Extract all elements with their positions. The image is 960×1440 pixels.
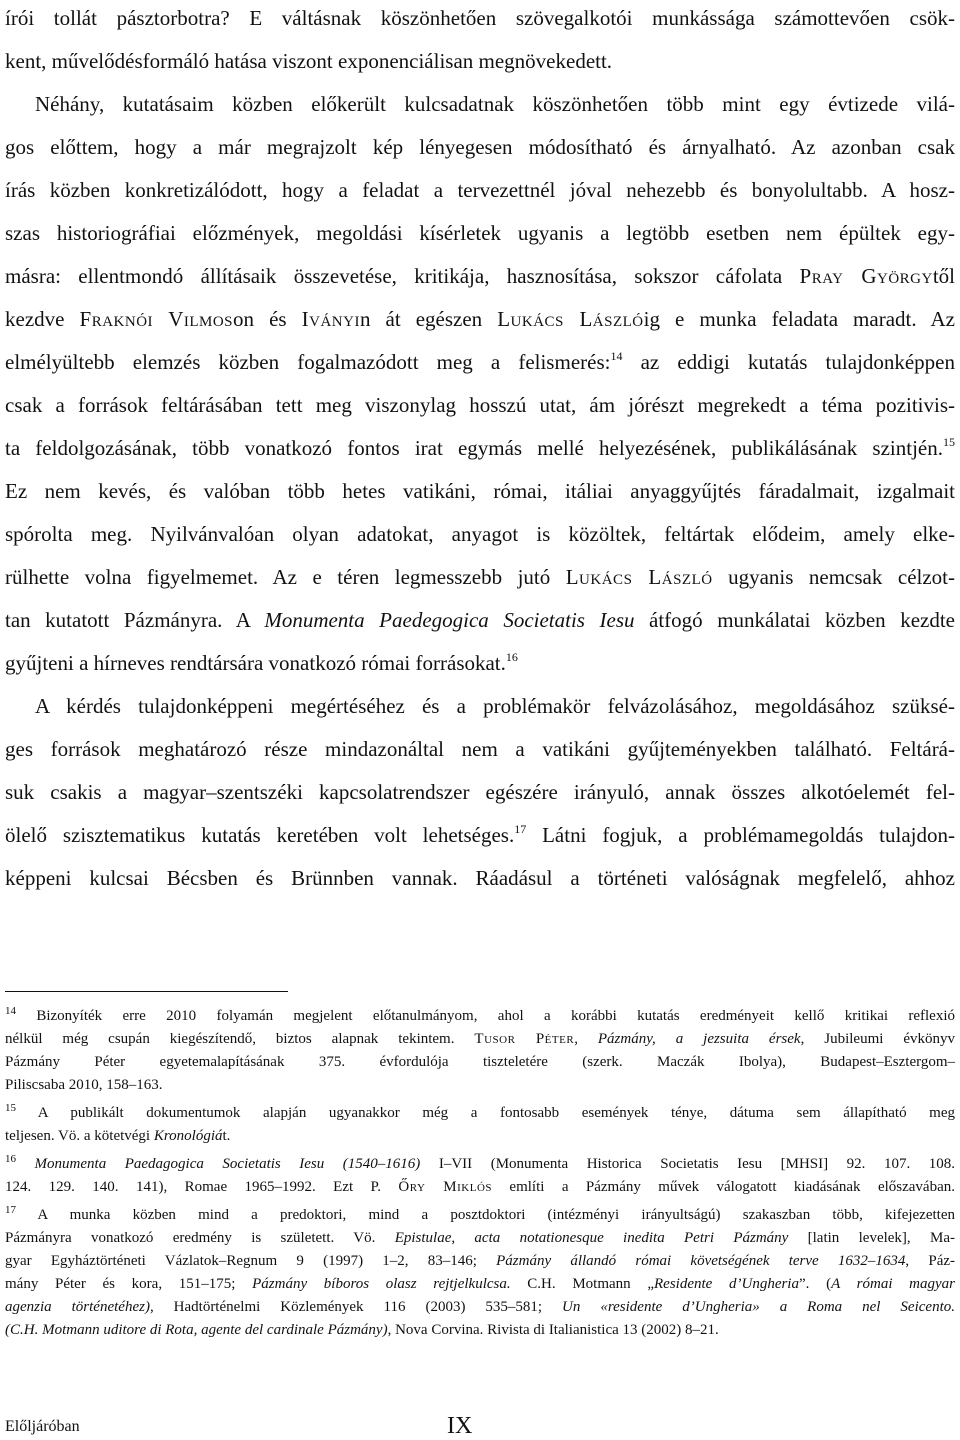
text-line: kezdve Fraknói Vilmoson és Iványin át egészen Lukács Lászlóig e munka feladata maradt. Az: [5, 307, 955, 331]
text-line: suk csakis a magyar–szentszéki kapcsolatrendszer egészére irányuló, annak összes alkotóelemét fel-: [5, 780, 955, 804]
work-title: agenzia történetéhez): [5, 1299, 150, 1315]
footnote-line: $^{16}$ Monumenta Paedagogica Societatis Iesu (1540–1616) I–VII (Monumenta Historica Societatis Iesu [MHSI] 92. 107. 108.: [5, 1153, 955, 1172]
text-line: írás közben konkretizálódott, hogy a feladat a tervezettnél jóval nehezebb és bonyolultabb. A hosz-: [5, 178, 955, 202]
footnote-line: agenzia történetéhez), Hadtörténelmi Közlemények 116 (2003) 535–581; Un «residente d’Ungheria» a Roma nel Seicento.: [5, 1299, 955, 1315]
text-line: képpeni kulcsai Bécsben és Brünnben vannak. Ráadásul a történeti valóságnak megfelelő, ahhoz: [5, 866, 955, 890]
footnote-divider: [5, 991, 288, 992]
work-title: Residente d’Ungheria: [654, 1276, 799, 1292]
text-line: gyűjteni a hírneves rendtársára vonatkozó római forrásokat.$^{16}$: [5, 650, 518, 675]
work-title: A római magyar: [831, 1276, 955, 1292]
author-name: Lukács László: [497, 307, 644, 331]
author-name: Tusor Péter: [474, 1031, 575, 1047]
text-line: ta feldolgozásának, több vonatkozó fontos irat egymás mellé helyezésének, publikálásának szintjén.$^{15}$: [5, 435, 955, 460]
text-line: rülhette volna figyelmemet. Az e téren legmesszebb jutó Lukács László ugyanis nemcsak célzot-: [5, 565, 955, 589]
footnote-line: gyar Egyháztörténeti Vázlatok–Regnum 9 (1997) 1–2, 83–146; Pázmány állandó római követségének terve 1632–1634, Páz-: [5, 1253, 956, 1269]
text-line: tan kutatott Pázmányra. A Monumenta Paedegogica Societatis Iesu átfogó munkálatai közben kezdte: [5, 608, 956, 632]
work-title: Epistulae, acta notationesque inedita Petri Pázmány: [394, 1230, 789, 1246]
author-name: Fraknói Vilmos: [79, 307, 234, 331]
work-title: Pázmány bíboros olasz rejtjelkulcsa.: [252, 1276, 511, 1292]
text-line: írói tollát pásztorbotra? E váltásnak köszönhetően szövegalkotói munkássága számottevően csök-: [5, 6, 955, 30]
running-footer-section: Előljáróban: [5, 1418, 80, 1435]
text-line: gos előttem, hogy a már megrajzolt kép lényegesen módosítható és árnyalható. Az azonban csak: [5, 135, 955, 159]
work-title: Monumenta Paedagogica Societatis Iesu (1540–1616): [34, 1156, 421, 1172]
author-name: Iványi: [301, 307, 360, 331]
text-line: szas historiográfiai előzmények, megoldási kísérletek ugyanis a legtöbb esetben nem épültek egy-: [5, 221, 955, 245]
text-line: ölelő szisztematikus kutatás keretében volt lehetséges.$^{17}$ Látni fogjuk, a problémamegoldás tulajdon-: [5, 822, 955, 847]
work-title: (C.H. Motmann uditore di Rota, agente del cardinale Pázmány): [5, 1322, 388, 1338]
footnote-line: mány Péter és kora, 151–175; Pázmány bíboros olasz rejtjelkulcsa. C.H. Motmann „Residente d’Ungheria”. (A római magyar: [5, 1276, 955, 1292]
work-title: Monumenta Paedegogica Societatis Iesu: [264, 608, 635, 632]
footnote-line: $^{17}$ A munka közben mind a predoktori, mind a posztdoktori (intézményi irányultságú) szakaszban több, kifejezetten: [5, 1204, 955, 1223]
work-title: Un «residente d’Ungheria» a Roma nel Seicento.: [562, 1299, 955, 1315]
text-line: csak a források feltárásában tett meg viszonylag hosszú utat, ám jórészt megrekedt a téma pozitivis-: [5, 393, 955, 417]
page-number: IX: [447, 1413, 473, 1439]
author-name: Lukács László: [565, 565, 713, 589]
footnote-line: Piliscsaba 2010, 158–163.: [5, 1077, 163, 1093]
author-name: Pray György: [799, 264, 933, 288]
text-line: spórolta meg. Nyilvánvalóan olyan adatokat, anyagot is közöltek, feltártak elődeim, amely elke-: [5, 522, 955, 546]
footnote-line: (C.H. Motmann uditore di Rota, agente del cardinale Pázmány), Nova Corvina. Rivista di Italianistica 13 (2002) 8–21.: [5, 1322, 719, 1338]
footnote-ref[interactable]: 16: [505, 650, 518, 664]
text-line: elmélyültebb elemzés közben fogalmazódott meg a felismerés:$^{14}$ az eddigi kutatás tulajdonképpen: [5, 349, 955, 374]
footnote-ref[interactable]: 17: [514, 822, 527, 836]
footnote-ref[interactable]: 15: [943, 435, 955, 449]
footnote-line: teljesen. Vö. a kötetvégi Kronológiát.: [5, 1128, 231, 1144]
text-line: másra: ellentmondó állításaik összevetése, kritikája, hasznosítása, sokszor cáfolata Pray Györgytől: [5, 264, 955, 288]
text-line: Néhány, kutatásaim közben előkerült kulcsadatnak köszönhetően több mint egy évtizede vilá-: [35, 92, 955, 116]
text-line: A kérdés tulajdonképpeni megértéséhez és a problémakör felvázolásához, megoldásához szüksé-: [35, 694, 955, 718]
work-title: Pázmány, a jezsuita érsek: [597, 1031, 801, 1047]
footnote-line: $^{14}$ Bizonyíték erre 2010 folyamán megjelent előtanulmányom, ahol a korábbi kutatás eredményeit kellő kritikai reflexió: [5, 1005, 955, 1024]
text-line: Ez nem kevés, és valóban több hetes vatikáni, római, itáliai anyaggyűjtés fáradalmait, izgalmait: [5, 479, 955, 503]
text-line: ges források meghatározó része mindazonáltal nem a vatikáni gyűjteményekben található. Feltárá-: [5, 737, 955, 761]
footnote-line: Pázmány Péter egyetemalapításának 375. évfordulója tiszteletére (szerk. Maczák Ibolya), Budapest–Esztergom–: [5, 1054, 955, 1070]
work-title: Pázmány állandó római követségének terve 1632–1634: [496, 1253, 906, 1269]
text-line: kent, művelődésformáló hatása viszont exponenciálisan megnövekedett.: [5, 49, 613, 73]
footnote-line: 124. 129. 140. 141), Romae 1965–1992. Ezt P. Őry Miklós említi a Pázmány művek válogatott kiadásának előszavában.: [5, 1179, 955, 1195]
footnote-line: nélkül még csupán kiegészítendő, biztos alapnak tekintem. Tusor Péter, Pázmány, a jezsuita érsek, Jubileumi évkönyv: [5, 1031, 955, 1047]
footnote-line: Pázmányra vonatkozó eredmény is született. Vö. Epistulae, acta notationesque inedita Petri Pázmány [latin levelek], Ma-: [5, 1230, 955, 1246]
work-title: Kronológiá: [153, 1128, 223, 1144]
footnote-line: $^{15}$ A publikált dokumentumok alapján ugyanakkor még a fontosabb események ténye, dátuma sem állapítható meg: [5, 1102, 955, 1121]
author-name: Őry Miklós: [398, 1179, 493, 1195]
footnote-ref[interactable]: 14: [610, 349, 623, 363]
